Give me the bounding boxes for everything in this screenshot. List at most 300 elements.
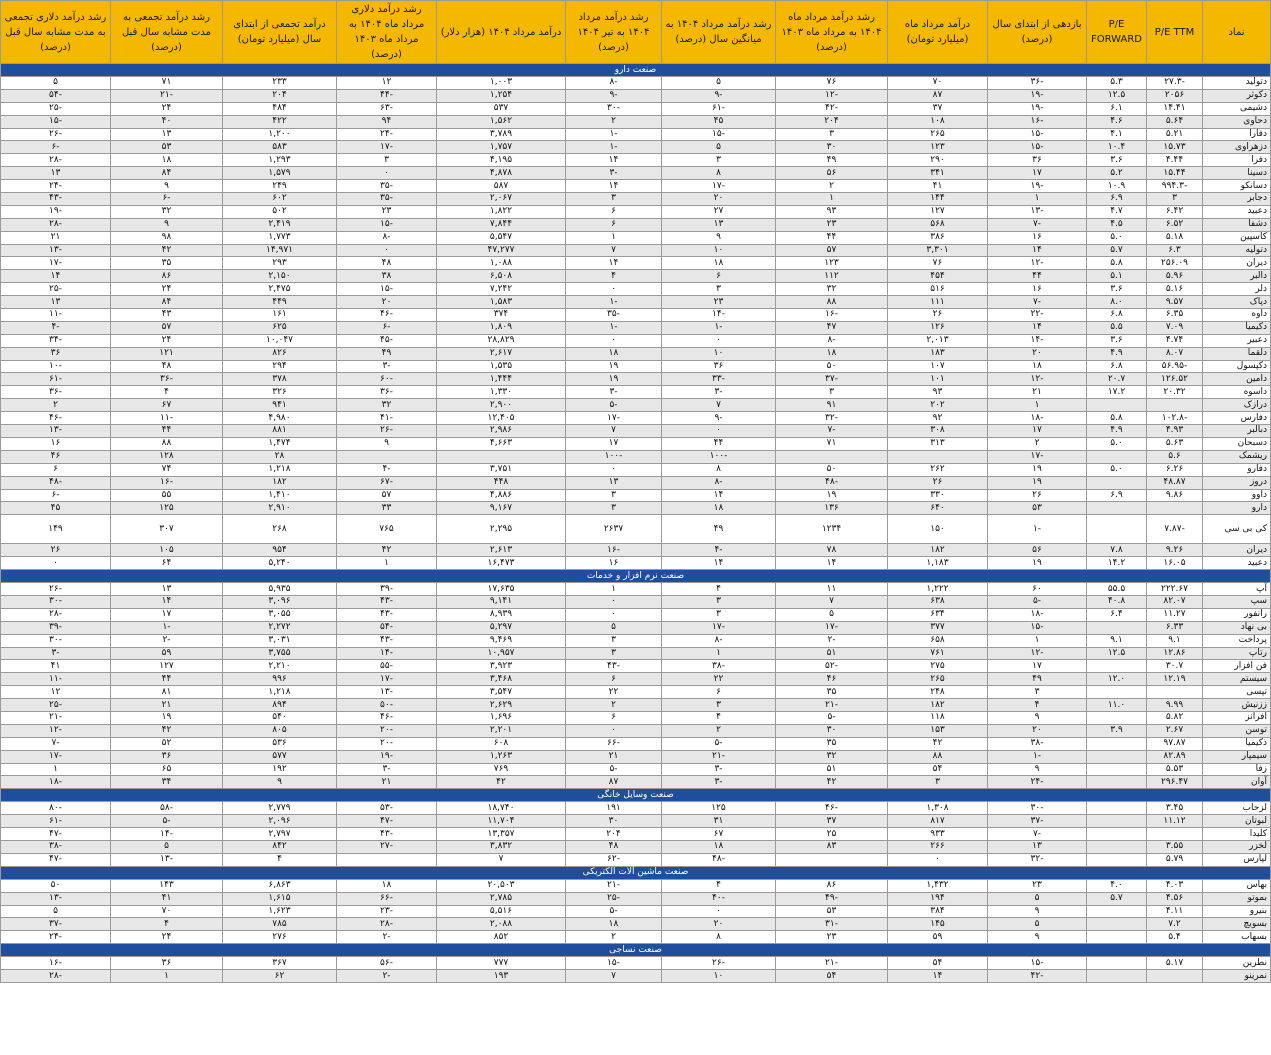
table-cell: -۱۸ — [988, 412, 1087, 425]
table-cell: ۰ — [566, 283, 662, 296]
table-cell: ۲۱ — [111, 699, 223, 712]
table-cell: ۴ — [988, 699, 1087, 712]
table-cell: ۱,۲۲۲ — [888, 583, 988, 596]
table-cell: ۳۵ — [776, 686, 888, 699]
table-cell: -۵۴ — [337, 621, 437, 634]
column-header: درآمد مرداد ۱۴۰۴ (هزار دلار) — [437, 1, 566, 64]
table-cell: ۵,۹۳۵ — [223, 583, 337, 596]
table-cell: -۱۱ — [1, 309, 111, 322]
table-cell: ۸.۰ — [1087, 296, 1147, 309]
table-row — [1, 544, 1271, 557]
table-cell: -۱۳ — [1, 892, 111, 905]
table-cell: ۷۴ — [111, 463, 223, 476]
symbol-cell: پرداخت — [1203, 634, 1271, 647]
table-cell: ۳ — [566, 502, 662, 515]
table-cell: ۱,۲۵۴ — [437, 89, 566, 102]
table-cell: ۶۲ — [223, 970, 337, 983]
table-cell: ۵۷ — [337, 489, 437, 502]
table-cell: -۱ — [566, 296, 662, 309]
table-cell: -۲۰ — [337, 724, 437, 737]
table-cell: -۱۵ — [1, 115, 111, 128]
symbol-cell: دشیمی — [1203, 102, 1271, 115]
table-row — [1, 737, 1271, 750]
table-cell: ۸ — [662, 463, 776, 476]
table-cell: ۷ — [662, 399, 776, 412]
table-cell: ۱۴ — [888, 970, 988, 983]
table-cell: ۷۷۷ — [437, 957, 566, 970]
symbol-cell: دسانکو — [1203, 180, 1271, 193]
table-cell: ۳,۴۶۸ — [437, 673, 566, 686]
table-cell: ۲۵ — [776, 828, 888, 841]
table-cell: -۱۵ — [988, 128, 1087, 141]
table-cell: -۴۶ — [1, 412, 111, 425]
table-cell — [1147, 399, 1203, 412]
table-cell — [1087, 853, 1147, 866]
table-cell: ۲۰.۷ — [1087, 373, 1147, 386]
table-cell — [1087, 763, 1147, 776]
table-cell: ۸۸ — [111, 437, 223, 450]
table-cell: ۵ — [662, 77, 776, 90]
table-cell: ۲۰۴ — [566, 828, 662, 841]
table-cell: ۶,۵۰۸ — [437, 270, 566, 283]
table-row — [1, 828, 1271, 841]
table-cell: -۴۸ — [776, 476, 888, 489]
table-cell: ۸۲۶ — [223, 347, 337, 360]
table-row — [1, 231, 1271, 244]
table-cell: ۲,۹۸۶ — [437, 425, 566, 438]
table-cell: -۴ — [662, 544, 776, 557]
table-cell: -۲۵ — [1, 283, 111, 296]
table-cell: ۱۹۴ — [888, 892, 988, 905]
table-cell: ۷۰ — [888, 77, 988, 90]
table-cell: ۱۸۲ — [888, 544, 988, 557]
table-cell: ۱۱.۲۷ — [1147, 608, 1203, 621]
table-cell: -۵۶ — [337, 957, 437, 970]
table-cell: ۹.۱ — [1147, 634, 1203, 647]
table-cell: ۸۴ — [111, 296, 223, 309]
table-cell: ۲۳ — [662, 296, 776, 309]
table-cell — [1087, 905, 1147, 918]
table-cell: -۳۱ — [776, 918, 888, 931]
table-cell: ۳.۹ — [1087, 724, 1147, 737]
table-cell: ۱۲.۱۹ — [1147, 673, 1203, 686]
table-cell: ۴۲ — [337, 544, 437, 557]
table-cell: -۱۶ — [776, 309, 888, 322]
table-cell: ۵۹ — [111, 647, 223, 660]
table-cell: ۴.۰۳ — [1147, 879, 1203, 892]
table-cell: ۵۲ — [111, 737, 223, 750]
table-row — [1, 634, 1271, 647]
table-row — [1, 502, 1271, 515]
table-row — [1, 489, 1271, 502]
table-cell: -۶۰ — [337, 373, 437, 386]
table-cell: ۳ — [776, 128, 888, 141]
table-cell: ۱۲۵ — [662, 802, 776, 815]
table-cell: -۲ — [337, 970, 437, 983]
table-row — [1, 334, 1271, 347]
table-cell: ۳۰ — [566, 815, 662, 828]
table-cell: ۳۶ — [111, 750, 223, 763]
table-cell: ۱۱۲ — [776, 270, 888, 283]
table-cell: ۱۱.۱۲ — [1147, 815, 1203, 828]
table-cell: ۸۲.۰۷ — [1147, 595, 1203, 608]
table-cell: ۸,۹۳۹ — [437, 608, 566, 621]
table-cell: ۳ — [337, 154, 437, 167]
table-cell: ۲,۶۱۷ — [437, 347, 566, 360]
table-cell: ۱۰.۹ — [1087, 180, 1147, 193]
table-cell: ۴۱ — [111, 892, 223, 905]
table-cell: -۳ — [566, 386, 662, 399]
table-cell: ۹,۱۶۷ — [437, 502, 566, 515]
symbol-cell: لبوتان — [1203, 815, 1271, 828]
symbol-cell: داوه — [1203, 309, 1271, 322]
column-header: بازدهی از ابتدای سال (درصد) — [988, 1, 1087, 64]
table-cell: ۳ — [566, 193, 662, 206]
table-row — [1, 476, 1271, 489]
table-cell: ۳۳ — [337, 502, 437, 515]
table-cell: -۳۶ — [988, 77, 1087, 90]
table-row — [1, 892, 1271, 905]
table-cell: ۳ — [566, 647, 662, 660]
section-title: صنعت نرم افزار و خدمات — [1, 570, 1271, 583]
table-cell: ۹ — [111, 180, 223, 193]
symbol-cell: دعبید — [1203, 557, 1271, 570]
table-cell: ۲۰ — [662, 918, 776, 931]
table-row — [1, 931, 1271, 944]
symbol-cell: آپ — [1203, 583, 1271, 596]
table-cell: -۱۷ — [662, 621, 776, 634]
table-cell: ۲۴ — [111, 102, 223, 115]
table-row — [1, 673, 1271, 686]
table-cell: ۳۱۳ — [888, 437, 988, 450]
table-row — [1, 128, 1271, 141]
table-cell: ۹,۴۶۹ — [437, 634, 566, 647]
table-cell: -۲۵ — [1, 102, 111, 115]
table-cell: ۲,۱۵۰ — [223, 270, 337, 283]
table-cell: ۲,۷۹۷ — [223, 828, 337, 841]
table-row — [1, 399, 1271, 412]
table-cell: ۵.۲۱ — [1147, 128, 1203, 141]
table-cell — [1087, 802, 1147, 815]
table-cell: ۹۲ — [888, 412, 988, 425]
table-cell: ۱,۰۸۸ — [437, 257, 566, 270]
symbol-cell: لخزر — [1203, 840, 1271, 853]
table-cell: ۴۲ — [111, 244, 223, 257]
table-row — [1, 437, 1271, 450]
table-cell: ۱۴ — [566, 154, 662, 167]
table-cell: ۲۶۳۷ — [566, 515, 662, 544]
table-cell: ۱۳,۳۵۷ — [437, 828, 566, 841]
table-cell: ۱۰,۹۵۷ — [437, 647, 566, 660]
table-cell: -۹ — [566, 89, 662, 102]
table-cell: -۳ — [1, 647, 111, 660]
table-cell: ۱,۳۰۸ — [888, 802, 988, 815]
table-cell: ۸۴ — [111, 167, 223, 180]
table-cell: -۱۶ — [988, 115, 1087, 128]
table-cell: -۱ — [662, 321, 776, 334]
table-cell: ۵ — [1, 77, 111, 90]
table-cell: ۲۶ — [1, 544, 111, 557]
table-cell: ۲۶ — [988, 489, 1087, 502]
table-cell: -۴ — [337, 463, 437, 476]
symbol-cell: دشفا — [1203, 218, 1271, 231]
table-cell: ۱۳۶ — [776, 502, 888, 515]
table-cell: ۵ — [988, 918, 1087, 931]
table-cell: ۱۸ — [566, 918, 662, 931]
table-cell: ۳۰.۷ — [1147, 660, 1203, 673]
table-cell: ۵,۵۴۷ — [437, 231, 566, 244]
table-cell: ۱۸ — [566, 347, 662, 360]
table-cell: ۴,۹۸۰ — [223, 412, 337, 425]
table-cell: ۳.۶ — [1087, 334, 1147, 347]
table-cell: -۳۸ — [1, 840, 111, 853]
table-cell: ۴۸.۸۷ — [1147, 476, 1203, 489]
table-cell — [888, 450, 988, 463]
table-cell: ۱۴ — [566, 180, 662, 193]
table-cell: ۲,۶۲۹ — [437, 699, 566, 712]
table-cell — [1087, 815, 1147, 828]
table-cell: -۱۳ — [1, 244, 111, 257]
table-cell: -۱۱ — [1, 673, 111, 686]
table-cell: ۱۲۳ — [888, 141, 988, 154]
symbol-cell: رانفور — [1203, 608, 1271, 621]
table-cell: ۱۲۱ — [111, 347, 223, 360]
table-cell: ۷۶ — [776, 77, 888, 90]
section-title: صنعت وسایل خانگی — [1, 789, 1271, 802]
table-cell: ۳۲ — [776, 750, 888, 763]
table-cell: -۲۶ — [662, 957, 776, 970]
table-cell: -۲۸ — [337, 918, 437, 931]
table-cell: ۱,۵۷۹ — [223, 167, 337, 180]
table-cell — [1087, 476, 1147, 489]
symbol-cell: بموتو — [1203, 892, 1271, 905]
table-cell: ۱ — [988, 399, 1087, 412]
table-cell: ۷ — [566, 244, 662, 257]
table-cell: ۳۷۷ — [888, 621, 988, 634]
table-cell — [1087, 750, 1147, 763]
table-cell: ۱۸ — [662, 257, 776, 270]
table-cell: ۱۱,۷۰۴ — [437, 815, 566, 828]
table-cell: ۱۹ — [776, 489, 888, 502]
table-row — [1, 515, 1271, 544]
table-cell: ۱۶,۴۷۳ — [437, 557, 566, 570]
table-cell: -۱۴ — [111, 828, 223, 841]
table-cell: ۶ — [566, 711, 662, 724]
table-cell: ۳ — [1147, 193, 1203, 206]
table-cell: -۱۵ — [988, 957, 1087, 970]
table-cell: -۵ — [776, 711, 888, 724]
table-cell: ۳۶ — [111, 957, 223, 970]
table-row — [1, 205, 1271, 218]
table-cell: ۸۷ — [888, 89, 988, 102]
table-cell: ۱۶.۰۵ — [1147, 557, 1203, 570]
symbol-cell: آوان — [1203, 776, 1271, 789]
table-cell: -۴۴ — [337, 89, 437, 102]
table-cell: ۲۸,۸۲۹ — [437, 334, 566, 347]
table-cell: ۴۵ — [1, 502, 111, 515]
table-cell: -۱ — [566, 141, 662, 154]
table-cell: ۵ — [776, 608, 888, 621]
table-cell: -۸ — [662, 476, 776, 489]
table-cell: ۱,۱۸۳ — [888, 557, 988, 570]
table-cell: ۵۱ — [776, 647, 888, 660]
table-cell: ۲ — [566, 115, 662, 128]
table-cell: -۱۲ — [988, 373, 1087, 386]
table-cell: ۱۴۹ — [1, 515, 111, 544]
table-cell: ۳ — [776, 386, 888, 399]
table-cell: ۳ — [566, 634, 662, 647]
table-cell: ۷ — [566, 425, 662, 438]
table-cell: -۱۷ — [566, 412, 662, 425]
table-cell: -۱ — [566, 321, 662, 334]
section-header-row — [1, 789, 1271, 802]
table-cell: ۱۷ — [988, 167, 1087, 180]
table-cell: ۲۶۸ — [223, 515, 337, 544]
table-cell: ۲,۲۱۰ — [223, 660, 337, 673]
table-cell: ۲,۰۱۳ — [888, 334, 988, 347]
table-row — [1, 412, 1271, 425]
table-cell: -۲۶ — [1, 583, 111, 596]
table-row — [1, 450, 1271, 463]
table-cell: ۶۰۲ — [223, 193, 337, 206]
table-cell: ۱,۷۵۷ — [437, 141, 566, 154]
table-cell: ۳۰ — [776, 724, 888, 737]
table-cell: -۳۰ — [566, 102, 662, 115]
table-cell: ۹.۵۷ — [1147, 296, 1203, 309]
table-cell: -۴۱ — [337, 412, 437, 425]
table-cell: ۱۷ — [988, 660, 1087, 673]
table-cell: ۲۹۰ — [888, 154, 988, 167]
symbol-cell: سیمپار — [1203, 750, 1271, 763]
table-cell: ۱۳ — [988, 840, 1087, 853]
table-cell: ۳۸ — [337, 270, 437, 283]
table-cell: ۸۸ — [888, 750, 988, 763]
table-cell: ۲ — [566, 931, 662, 944]
table-row — [1, 360, 1271, 373]
table-cell: ۲ — [776, 180, 888, 193]
table-cell — [1147, 828, 1203, 841]
table-cell: -۲ — [776, 634, 888, 647]
table-cell: ۰ — [888, 853, 988, 866]
table-cell: ۱۲.۸۶ — [1147, 647, 1203, 660]
table-cell: -۳۵ — [337, 193, 437, 206]
table-row — [1, 257, 1271, 270]
table-cell: ۳,۷۵۱ — [437, 463, 566, 476]
table-cell: ۱۵.۴۴ — [1147, 167, 1203, 180]
table-cell: ۲۴ — [111, 334, 223, 347]
table-cell: ۲,۷۸۵ — [437, 892, 566, 905]
table-cell — [1087, 918, 1147, 931]
table-cell: -۳۰ — [1, 634, 111, 647]
table-cell: -۱۷ — [1, 257, 111, 270]
table-cell: ۱۴۳ — [111, 879, 223, 892]
table-cell — [776, 853, 888, 866]
table-cell: -۴۸ — [662, 853, 776, 866]
table-cell: -۲۸ — [1, 970, 111, 983]
table-cell: ۵,۲۹۷ — [437, 621, 566, 634]
table-cell: -۷ — [988, 828, 1087, 841]
table-cell: ۱۹ — [988, 463, 1087, 476]
table-cell — [1087, 828, 1147, 841]
table-cell: ۸۰۵ — [223, 724, 337, 737]
table-cell: ۱۶ — [1, 437, 111, 450]
table-cell: ۱۱.۰ — [1087, 699, 1147, 712]
symbol-cell: دفارس — [1203, 412, 1271, 425]
table-cell: ۱۸۲ — [223, 476, 337, 489]
table-cell: ۷۸۵ — [223, 918, 337, 931]
table-cell: ۱۸۳ — [888, 347, 988, 360]
table-cell: ۱۶ — [566, 557, 662, 570]
table-cell: ۴ — [111, 918, 223, 931]
table-cell: -۳۴ — [1, 334, 111, 347]
table-cell: -۱۷ — [776, 621, 888, 634]
table-row — [1, 815, 1271, 828]
table-row — [1, 309, 1271, 322]
table-cell: ۱۰,۰۴۷ — [223, 334, 337, 347]
table-cell: -۶ — [1, 141, 111, 154]
table-cell: ۸۸۱ — [223, 425, 337, 438]
symbol-cell: افرانز — [1203, 711, 1271, 724]
table-cell: ۷,۲۴۲ — [437, 283, 566, 296]
table-cell: ۳۷ — [888, 102, 988, 115]
table-cell: ۱۴ — [662, 489, 776, 502]
table-row — [1, 425, 1271, 438]
table-cell: ۶.۱ — [1087, 102, 1147, 115]
table-cell: ۶.۹ — [1087, 489, 1147, 502]
table-cell: ۴۶ — [1, 450, 111, 463]
table-cell: ۳.۶ — [1087, 154, 1147, 167]
table-cell: ۵.۱ — [1087, 270, 1147, 283]
table-cell: ۱۲ — [1, 686, 111, 699]
table-cell: ۲۹۳ — [223, 257, 337, 270]
table-cell: ۴۵ — [662, 115, 776, 128]
table-cell: ۹۸ — [111, 231, 223, 244]
table-cell: -۴۳ — [1, 193, 111, 206]
table-cell: -۱۵ — [988, 621, 1087, 634]
table-cell: ۱,۴۱۰ — [223, 489, 337, 502]
table-cell: ۵ — [111, 840, 223, 853]
table-cell: ۱,۶۹۶ — [437, 711, 566, 724]
table-row — [1, 373, 1271, 386]
table-cell: ۱,۵۶۲ — [437, 115, 566, 128]
table-cell: ۸۲.۸۹ — [1147, 750, 1203, 763]
table-cell: ۲,۹۰۰ — [437, 399, 566, 412]
table-cell: ۹۵۴ — [223, 544, 337, 557]
table-cell: ۵ — [662, 141, 776, 154]
table-cell: -۳۰ — [988, 802, 1087, 815]
table-row — [1, 776, 1271, 789]
table-cell: ۶ — [1, 463, 111, 476]
table-cell: -۶۱ — [662, 102, 776, 115]
table-cell: ۳۴ — [111, 776, 223, 789]
table-cell: -۹ — [662, 412, 776, 425]
table-cell: -۷ — [988, 296, 1087, 309]
table-cell: ۴۱ — [888, 180, 988, 193]
symbol-cell: دفرا — [1203, 154, 1271, 167]
header-row — [1, 1, 1271, 64]
symbol-cell: نطرین — [1203, 957, 1271, 970]
table-cell: -۷.۸۷ — [1147, 515, 1203, 544]
table-cell: ۳۶ — [988, 154, 1087, 167]
table-cell: ۴۰ — [111, 115, 223, 128]
table-cell: ۸۷ — [566, 776, 662, 789]
table-cell: ۲۶ — [888, 476, 988, 489]
table-cell: -۲۷.۳ — [1147, 77, 1203, 90]
table-cell: ۴.۱ — [1087, 128, 1147, 141]
table-cell — [337, 853, 437, 866]
table-cell: ۲۴ — [111, 283, 223, 296]
symbol-cell: دبالبر — [1203, 425, 1271, 438]
